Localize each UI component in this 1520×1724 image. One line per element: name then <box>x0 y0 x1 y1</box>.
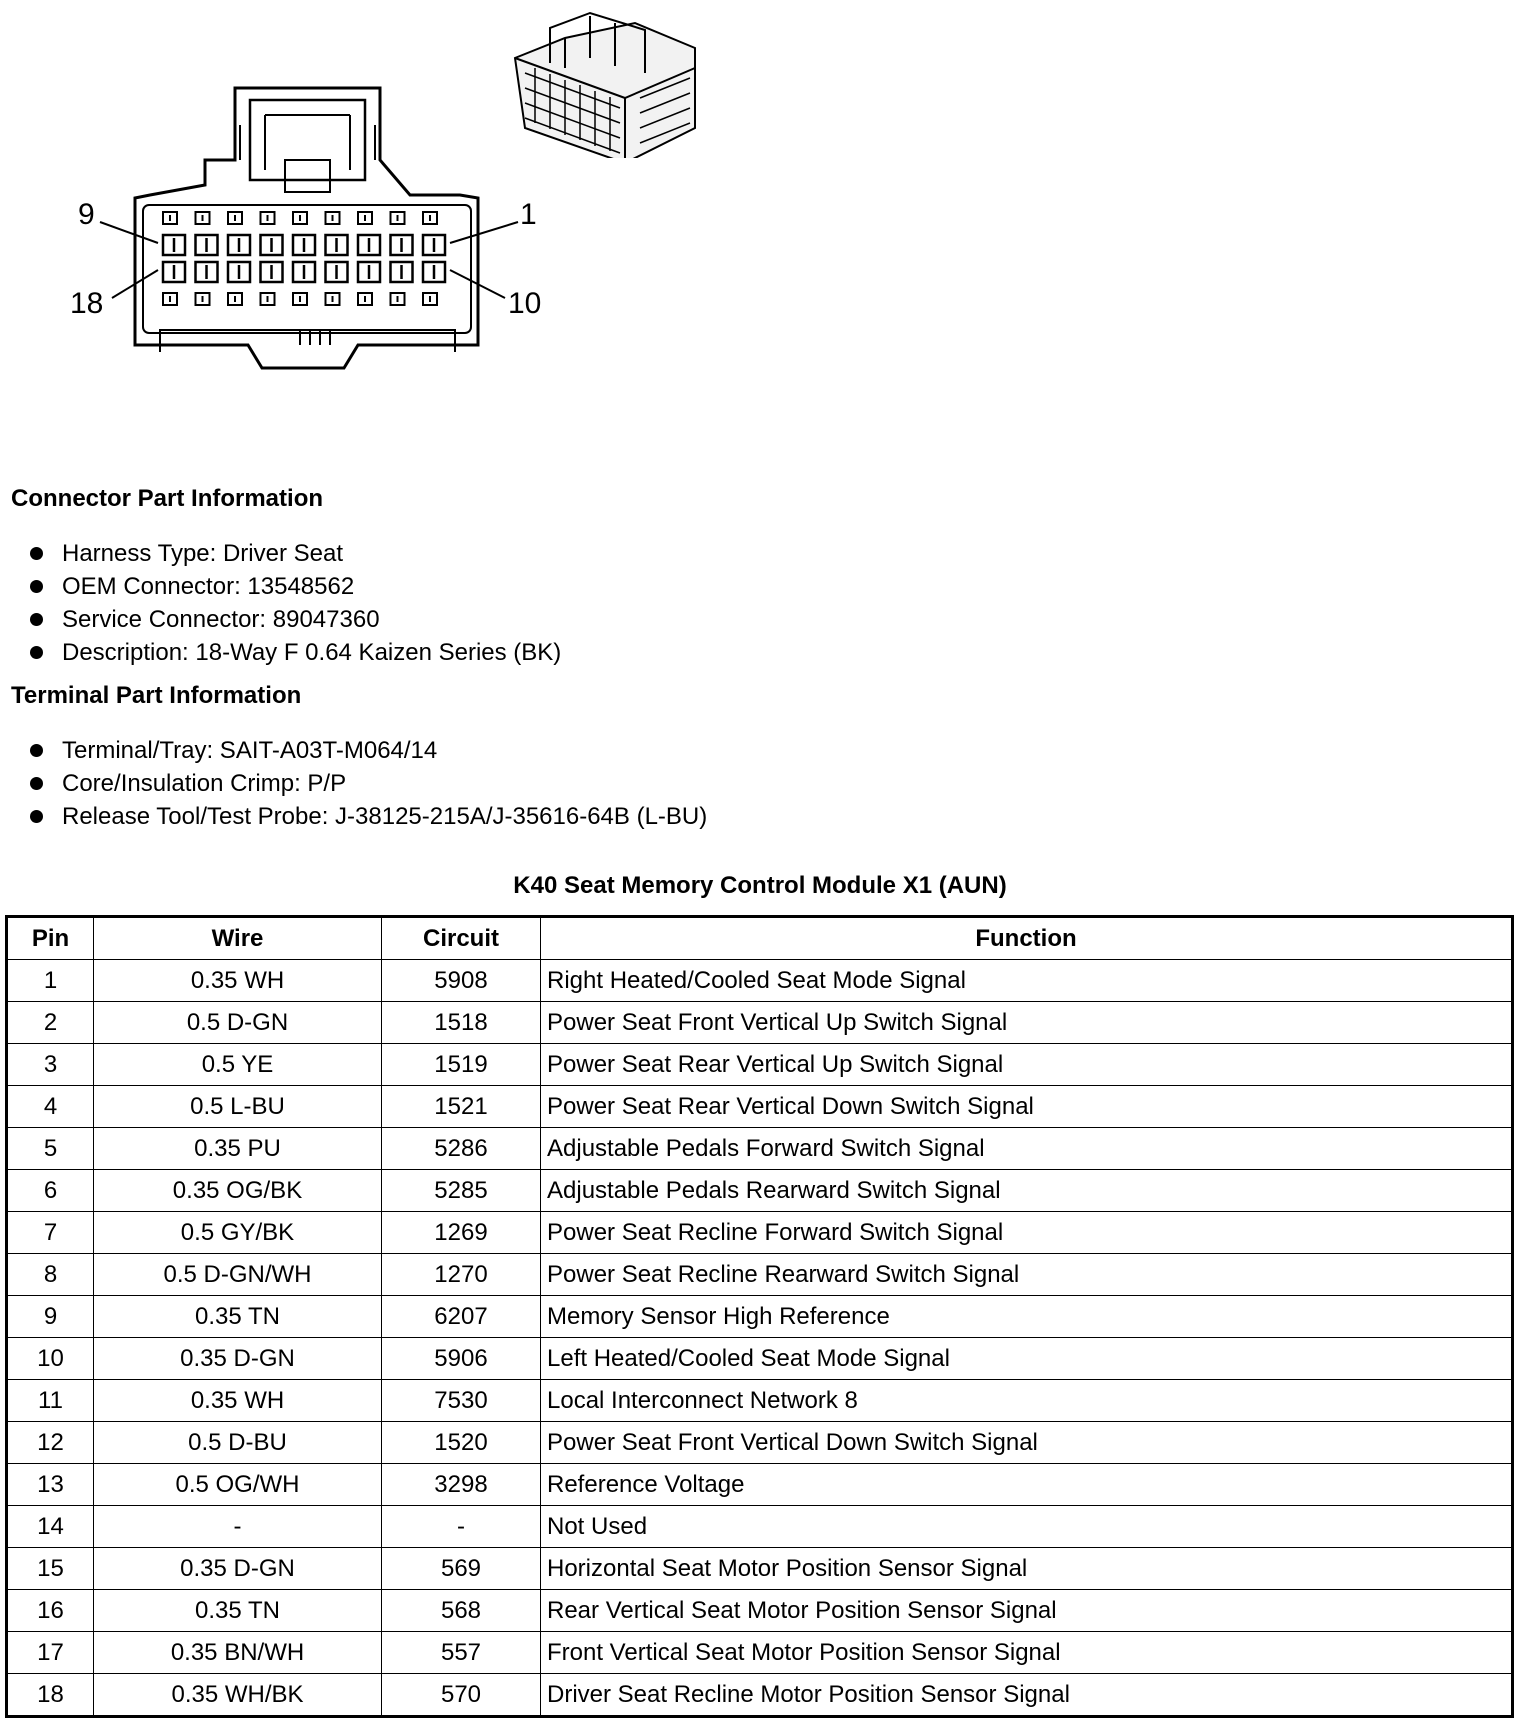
pin-cell: 8 <box>7 1254 94 1296</box>
table-row <box>7 1254 1513 1296</box>
connector-diagram <box>0 0 760 400</box>
pin-table-header-row <box>7 917 1513 960</box>
circuit-cell: 570 <box>382 1674 541 1717</box>
function-cell: Rear Vertical Seat Motor Position Sensor Signal <box>541 1590 1513 1632</box>
function-cell: Adjustable Pedals Rearward Switch Signal <box>541 1170 1513 1212</box>
list-item: OEM Connector: 13548562 <box>30 570 561 603</box>
terminal-part-info-heading: Terminal Part Information <box>11 682 302 709</box>
circuit-cell: 1519 <box>382 1044 541 1086</box>
pin-cell: 10 <box>7 1338 94 1380</box>
wire-cell: 0.35 BN/WH <box>94 1632 382 1674</box>
table-row <box>7 1086 1513 1128</box>
function-cell: Right Heated/Cooled Seat Mode Signal <box>541 960 1513 1002</box>
circuit-cell: 3298 <box>382 1464 541 1506</box>
function-cell: Power Seat Rear Vertical Down Switch Signal <box>541 1086 1513 1128</box>
list-item: Harness Type: Driver Seat <box>30 537 561 570</box>
wire-cell: 0.5 D-BU <box>94 1422 382 1464</box>
pin-cell: 6 <box>7 1170 94 1212</box>
pin-cell: 4 <box>7 1086 94 1128</box>
circuit-cell: 1270 <box>382 1254 541 1296</box>
circuit-cell: 1269 <box>382 1212 541 1254</box>
wire-cell: 0.35 WH <box>94 960 382 1002</box>
table-row <box>7 1044 1513 1086</box>
table-row <box>7 1464 1513 1506</box>
function-cell: Adjustable Pedals Forward Switch Signal <box>541 1128 1513 1170</box>
pin-cell: 18 <box>7 1674 94 1717</box>
wire-cell: 0.5 GY/BK <box>94 1212 382 1254</box>
function-cell: Power Seat Front Vertical Up Switch Signal <box>541 1002 1513 1044</box>
list-item: Terminal/Tray: SAIT-A03T-M064/14 <box>30 734 707 767</box>
function-cell: Power Seat Recline Rearward Switch Signal <box>541 1254 1513 1296</box>
circuit-cell: 1521 <box>382 1086 541 1128</box>
circuit-cell: 1520 <box>382 1422 541 1464</box>
list-item: Service Connector: 89047360 <box>30 603 561 636</box>
connector-part-info-heading: Connector Part Information <box>11 485 324 512</box>
function-cell: Not Used <box>541 1506 1513 1548</box>
list-item: Core/Insulation Crimp: P/P <box>30 767 707 800</box>
function-cell: Power Seat Recline Forward Switch Signal <box>541 1212 1513 1254</box>
pin-cell: 7 <box>7 1212 94 1254</box>
function-cell: Driver Seat Recline Motor Position Sensor Signal <box>541 1674 1513 1717</box>
wire-cell: 0.35 OG/BK <box>94 1170 382 1212</box>
circuit-cell: 1518 <box>382 1002 541 1044</box>
pin-label-18: 18 <box>70 287 104 320</box>
circuit-cell: 5285 <box>382 1170 541 1212</box>
circuit-column-header: Circuit <box>382 917 541 960</box>
function-cell: Left Heated/Cooled Seat Mode Signal <box>541 1338 1513 1380</box>
wire-cell: 0.35 WH/BK <box>94 1674 382 1717</box>
pin-cell: 11 <box>7 1380 94 1422</box>
wire-cell: 0.35 TN <box>94 1590 382 1632</box>
table-row <box>7 1674 1513 1717</box>
circuit-cell: 6207 <box>382 1296 541 1338</box>
table-row <box>7 960 1513 1002</box>
connector-part-info-list <box>30 537 561 669</box>
wire-cell: 0.35 WH <box>94 1380 382 1422</box>
pin-cell: 15 <box>7 1548 94 1590</box>
terminal-part-info-list <box>30 734 707 833</box>
wire-cell: 0.5 L-BU <box>94 1086 382 1128</box>
circuit-cell: 5908 <box>382 960 541 1002</box>
table-row <box>7 1380 1513 1422</box>
wire-cell: 0.5 D-GN <box>94 1002 382 1044</box>
table-row <box>7 1590 1513 1632</box>
list-item: Description: 18-Way F 0.64 Kaizen Series (BK) <box>30 636 561 669</box>
function-cell: Power Seat Front Vertical Down Switch Signal <box>541 1422 1513 1464</box>
list-item: Release Tool/Test Probe: J-38125-215A/J-35616-64B (L-BU) <box>30 800 707 833</box>
wire-cell: 0.5 D-GN/WH <box>94 1254 382 1296</box>
table-row <box>7 1338 1513 1380</box>
pin-cell: 9 <box>7 1296 94 1338</box>
wire-cell: 0.35 D-GN <box>94 1338 382 1380</box>
circuit-cell: 5286 <box>382 1128 541 1170</box>
pin-label-1: 1 <box>520 198 537 231</box>
table-row <box>7 1296 1513 1338</box>
function-cell: Front Vertical Seat Motor Position Sensor Signal <box>541 1632 1513 1674</box>
table-row <box>7 1128 1513 1170</box>
pin-cell: 1 <box>7 960 94 1002</box>
pin-cell: 17 <box>7 1632 94 1674</box>
table-row <box>7 1170 1513 1212</box>
function-cell: Local Interconnect Network 8 <box>541 1380 1513 1422</box>
pin-cell: 16 <box>7 1590 94 1632</box>
pin-table-title: K40 Seat Memory Control Module X1 (AUN) <box>513 872 1007 899</box>
table-row <box>7 1422 1513 1464</box>
table-row <box>7 1212 1513 1254</box>
pin-column-header: Pin <box>7 917 94 960</box>
pin-table-body <box>7 960 1513 1717</box>
circuit-cell: 5906 <box>382 1338 541 1380</box>
circuit-cell: 568 <box>382 1590 541 1632</box>
table-row <box>7 1002 1513 1044</box>
pin-cell: 13 <box>7 1464 94 1506</box>
wire-cell: 0.5 YE <box>94 1044 382 1086</box>
function-cell: Power Seat Rear Vertical Up Switch Signal <box>541 1044 1513 1086</box>
connector-3d-drawing <box>505 8 705 158</box>
function-column-header: Function <box>541 917 1513 960</box>
pin-label-9: 9 <box>78 198 95 231</box>
wire-cell: - <box>94 1506 382 1548</box>
circuit-cell: 569 <box>382 1548 541 1590</box>
function-cell: Memory Sensor High Reference <box>541 1296 1513 1338</box>
circuit-cell: 7530 <box>382 1380 541 1422</box>
function-cell: Reference Voltage <box>541 1464 1513 1506</box>
wire-column-header: Wire <box>94 917 382 960</box>
wire-cell: 0.35 PU <box>94 1128 382 1170</box>
pin-table <box>5 915 1514 1718</box>
wire-cell: 0.35 TN <box>94 1296 382 1338</box>
pin-cell: 12 <box>7 1422 94 1464</box>
table-row <box>7 1506 1513 1548</box>
pin-cell: 2 <box>7 1002 94 1044</box>
circuit-cell: 557 <box>382 1632 541 1674</box>
circuit-cell: - <box>382 1506 541 1548</box>
wire-cell: 0.5 OG/WH <box>94 1464 382 1506</box>
pin-cell: 3 <box>7 1044 94 1086</box>
pin-cell: 14 <box>7 1506 94 1548</box>
function-cell: Horizontal Seat Motor Position Sensor Signal <box>541 1548 1513 1590</box>
pin-cell: 5 <box>7 1128 94 1170</box>
wire-cell: 0.35 D-GN <box>94 1548 382 1590</box>
table-row <box>7 1632 1513 1674</box>
pin-label-10: 10 <box>508 287 542 320</box>
table-row <box>7 1548 1513 1590</box>
